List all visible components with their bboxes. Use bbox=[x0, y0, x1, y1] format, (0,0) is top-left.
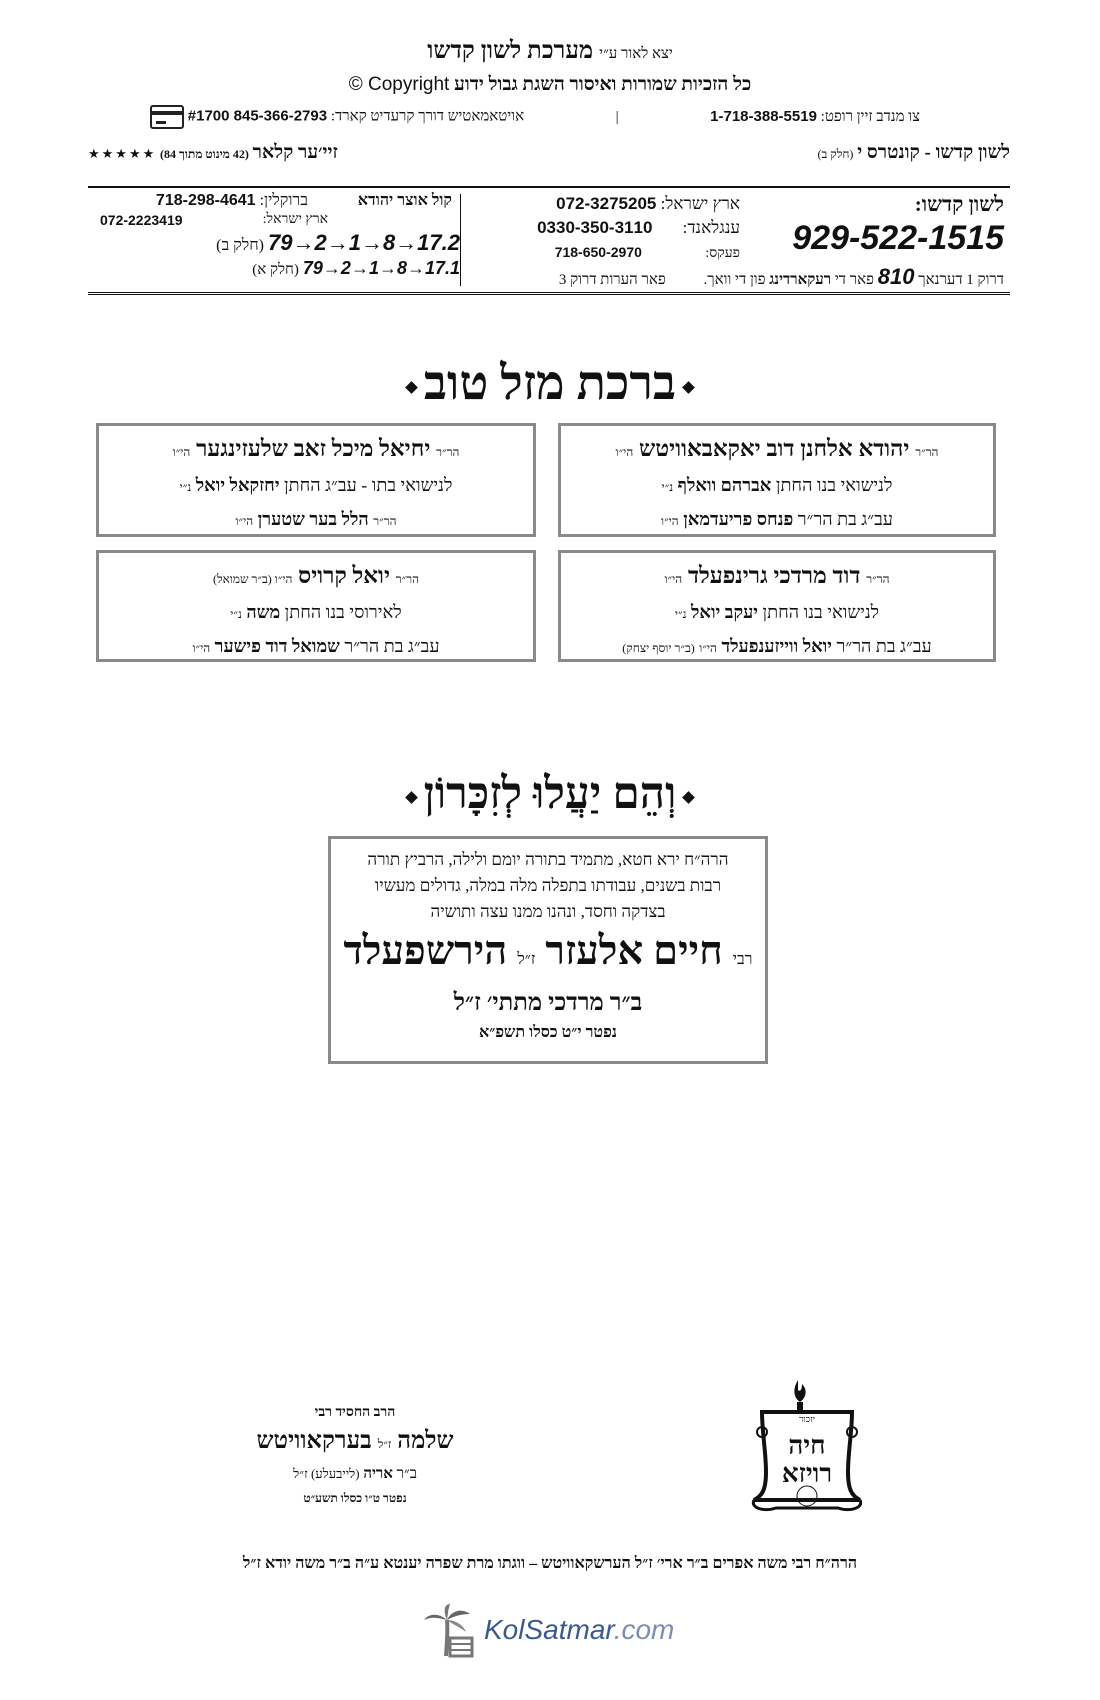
box-suffix: נ״י bbox=[179, 480, 192, 494]
fax-label: פעקס: bbox=[705, 246, 740, 261]
memorial-title: וְהֵם יַעֲלוּ לְזִכָּרוֹן bbox=[423, 769, 677, 818]
box-inlaw-name: הלל בער שטערן bbox=[257, 509, 369, 529]
series-title: לשון קדשו - קונטרס י bbox=[857, 142, 1010, 163]
publisher-line bbox=[0, 38, 1100, 65]
box-inlaw-name: יואל ווייזענפעלד bbox=[721, 636, 833, 656]
brooklyn-label: ברוקלין: bbox=[259, 192, 308, 209]
route-b: 79→2→1→8→17.2 bbox=[268, 230, 460, 255]
separator: | bbox=[615, 108, 619, 125]
brand-text bbox=[484, 1614, 674, 1646]
box-prefix: הר״ר bbox=[866, 572, 890, 586]
zl-abbr: ז״ל bbox=[377, 1437, 392, 1451]
son-of-name: אריה bbox=[363, 1466, 393, 1482]
box-inlaw-prefix: עב״ג בת הר״ר bbox=[344, 636, 440, 656]
box-chosson-name: משה bbox=[246, 602, 281, 622]
route-b-row bbox=[100, 230, 460, 256]
series-part: (חלק ב) bbox=[817, 147, 854, 161]
diamond-icon bbox=[405, 792, 418, 805]
box-prefix: הר״ר bbox=[915, 445, 939, 459]
mazel-tov-box bbox=[96, 550, 536, 662]
second-first-name: שלמה bbox=[397, 1428, 454, 1454]
memorial-son-of: ב״ר מרדכי מתתי׳ ז״ל bbox=[453, 990, 643, 1016]
box-suffix: נ״י bbox=[674, 607, 687, 621]
second-son-of bbox=[230, 1461, 480, 1487]
info-title: לשון קדשו: bbox=[914, 192, 1004, 216]
box-inlaw-prefix: עב״ג בת הר״ר bbox=[836, 636, 932, 656]
rating-stars-icon: ★★★★★ bbox=[88, 146, 157, 161]
route-a-label: (חלק א) bbox=[252, 262, 299, 278]
notes-text: פאר הערות דרוק 3 bbox=[558, 272, 666, 288]
diamond-icon bbox=[683, 792, 696, 805]
box-suffix: הי״ו (ב״ר שמואל) bbox=[213, 572, 293, 586]
candle-emblem-icon bbox=[748, 1372, 866, 1522]
box-inlaw-prefix: עב״ג בת הר״ר bbox=[797, 509, 893, 529]
fax-phone[interactable]: 718-650-2970 bbox=[554, 244, 642, 260]
mazel-tov-box bbox=[558, 423, 996, 537]
speaker-info bbox=[88, 142, 338, 164]
box-inlaw-name: פנחס פריעדמאן bbox=[683, 509, 794, 529]
kol-otzar-info bbox=[88, 192, 458, 288]
rabbi-prefix: רבי bbox=[732, 951, 753, 968]
copyright-text: Copyright © bbox=[348, 74, 450, 95]
auto-phone[interactable]: 845-366-2793 #1700 bbox=[187, 107, 328, 125]
box-suffix: הי״ו bbox=[172, 445, 191, 459]
issue-line bbox=[88, 142, 1010, 164]
box-father-name: יהודא אלחנן דוב יאקאבאוויטש bbox=[638, 436, 910, 461]
england-row bbox=[470, 216, 740, 240]
israel-label: ארץ ישראל: bbox=[660, 194, 740, 213]
memorial-died: נפטר י״ט כסלו תשפ״א bbox=[478, 1024, 617, 1041]
press-number: 810 bbox=[877, 264, 915, 289]
kol-israel-row bbox=[263, 212, 328, 228]
box-suffix: הי״ו bbox=[192, 641, 211, 655]
press-row bbox=[474, 264, 1004, 290]
box-prefix: הר״ר bbox=[395, 572, 419, 586]
box-inlaw-prefix: הר״ר bbox=[373, 514, 397, 528]
brand-name: KolSatmar bbox=[484, 1614, 614, 1645]
rights-line bbox=[0, 74, 1100, 96]
fax-row bbox=[470, 240, 740, 266]
memorial-last-name: הירשפעלד bbox=[343, 928, 508, 973]
box-father-name: יואל קרויס bbox=[298, 563, 390, 588]
kol-israel-phone-wrap bbox=[100, 212, 183, 230]
box-occasion: לאירוסי בנו החתן bbox=[284, 602, 402, 622]
series-info bbox=[818, 142, 1010, 164]
box-occasion: לנישואי בנו החתן bbox=[762, 602, 880, 622]
box-suffix: הי״ו bbox=[664, 572, 683, 586]
memorial-box bbox=[328, 836, 768, 1064]
duration: (42 מינוט מתוך 84) bbox=[160, 147, 249, 161]
second-last-name: בערקאוויטש bbox=[256, 1428, 372, 1454]
press-text: דרוק 1 דערנאך bbox=[918, 272, 1004, 288]
box-father-name: יחיאל מיכל זאב שלעזינגער bbox=[196, 436, 431, 461]
diamond-icon bbox=[682, 382, 695, 395]
recording-suffix: פון די וואך. bbox=[703, 272, 766, 288]
memorial-intro-line: בצדקה וחסד, ונהנו ממנו עצה ותושיה bbox=[430, 902, 666, 921]
donate-info bbox=[710, 108, 920, 126]
israel-phone[interactable]: 072-3275205 bbox=[556, 194, 657, 213]
credit-card-icon bbox=[150, 105, 184, 129]
son-of-prefix: ב״ר bbox=[396, 1466, 417, 1482]
lashon-kodsho-info bbox=[470, 192, 1010, 288]
kol-israel-phone[interactable]: 072-2223419 bbox=[100, 212, 183, 228]
palm-tree-icon bbox=[420, 1602, 476, 1658]
box-suffix: הי״ו bbox=[699, 641, 717, 655]
england-phone[interactable]: 0330-350-3110 bbox=[537, 218, 653, 237]
box-chosson-name: יעקב יואל bbox=[691, 602, 759, 622]
brooklyn-phone[interactable]: 718-298-4641 bbox=[155, 192, 256, 209]
mazel-tov-title: ברכת מזל טוב bbox=[423, 357, 677, 410]
box-suffix: הי״ו bbox=[661, 514, 679, 528]
auto-info bbox=[150, 105, 524, 129]
diamond-icon bbox=[405, 382, 418, 395]
footer-memorial-line: הרה״ח רבי משה אפרים ב״ר ארי׳ ז״ל הערשקאוויטש – ווגתו מרת שפרה יענטא ע״ה ב״ר משה יודא ז״ל bbox=[242, 1555, 858, 1572]
second-memorial-name bbox=[230, 1424, 480, 1461]
kol-israel-label: ארץ ישראל: bbox=[262, 212, 328, 227]
brooklyn-row bbox=[156, 192, 308, 210]
logo-line-2: רויזא bbox=[781, 1459, 833, 1489]
logo-line-1: חיה bbox=[788, 1431, 826, 1461]
box-prefix: הר״ר bbox=[436, 445, 460, 459]
zl-abbr: ז״ל bbox=[517, 951, 536, 968]
donate-phone[interactable]: 1-718-388-5519 bbox=[710, 108, 817, 125]
kolsatmar-brand[interactable] bbox=[420, 1600, 680, 1660]
mazel-tov-box bbox=[558, 550, 996, 662]
route-a: 79→2→1→8→17.1 bbox=[302, 258, 460, 278]
second-memorial-title: הרב החסיד רבי bbox=[314, 1405, 396, 1420]
recording-word: רעקארדינג bbox=[769, 272, 832, 288]
main-phone[interactable]: 929-522-1515 bbox=[792, 219, 1004, 257]
england-label: ענגלאנד: bbox=[682, 218, 740, 237]
box-suffix: הי״ו bbox=[615, 445, 634, 459]
son-of-suffix: (לייבעלע) ז״ל bbox=[293, 1466, 360, 1481]
donation-line bbox=[150, 105, 920, 129]
memorial-intro-line: הרה״ח ירא חטא, מתמיד בתורה יומם ולילה, הרביץ תורה bbox=[367, 850, 729, 869]
brand-domain: .com bbox=[613, 1614, 675, 1645]
mazel-tov-heading bbox=[0, 356, 1100, 411]
rights-text: כל הזכיות שמורות ואיסור השגת גבול ידוע bbox=[454, 74, 752, 95]
memorial-candle-logo bbox=[748, 1372, 866, 1522]
box-chosson-name: יחזקאל יואל bbox=[195, 475, 280, 495]
box-inlaw-name: שמואל דוד פישער bbox=[214, 636, 340, 656]
memorial-heading bbox=[0, 768, 1100, 819]
box-occasion: לנישואי בתו - עב״ג החתן bbox=[284, 475, 453, 495]
box-chosson-name: אברהם וואלף bbox=[677, 475, 772, 495]
logo-top-text: יזכור bbox=[799, 1415, 815, 1425]
info-box bbox=[88, 186, 1010, 295]
auto-label: אויטאמאטיש דורך קרעדיט קארד: bbox=[330, 108, 525, 125]
route-a-row bbox=[100, 258, 460, 279]
israel-row bbox=[470, 192, 740, 216]
box-suffix: הי״ו bbox=[235, 514, 254, 528]
mazel-tov-box bbox=[96, 423, 536, 537]
info-divider bbox=[460, 194, 461, 286]
memorial-first-name: חיים אלעזר bbox=[545, 928, 723, 973]
memorial-name bbox=[331, 925, 765, 986]
box-suffix: נ״י bbox=[661, 480, 674, 494]
press-suffix: פאר די bbox=[834, 272, 874, 288]
memorial-intro-line: רבות בשנים, עבודתו בתפלה מלה במלה, גדולים מעשיו bbox=[374, 876, 722, 895]
box-suffix: נ״י bbox=[230, 607, 242, 621]
box-occasion: לנישואי בנו החתן bbox=[775, 475, 893, 495]
second-memorial bbox=[230, 1402, 480, 1509]
publisher-prefix: יצא לאור ע״י bbox=[599, 46, 673, 62]
donate-label: צו מנדב זיין רופט: bbox=[820, 109, 920, 125]
kol-title: קול אוצר יהודא bbox=[357, 192, 452, 209]
speaker-name: זיי׳ער קלאר bbox=[252, 142, 338, 163]
box-father-name: דוד מרדכי גרינפעלד bbox=[687, 563, 861, 588]
publisher-name: מערכת לשון קדשו bbox=[427, 38, 594, 64]
route-b-label: (חלק ב) bbox=[216, 237, 264, 254]
box-extra: (ב״ר יוסף יצחק) bbox=[622, 641, 695, 655]
second-died: נפטר ט״ו כסלו תשע״ט bbox=[303, 1491, 407, 1505]
